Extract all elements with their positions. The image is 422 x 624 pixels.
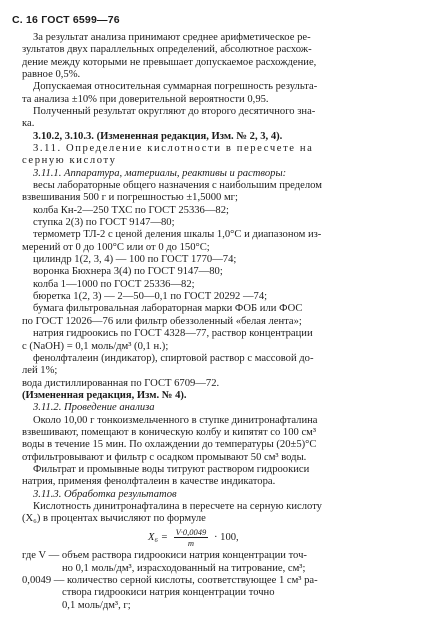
text-line: весы лабораторные общего назначения с наибольшим пределом [33,180,322,192]
text-line: равное 0,5%. [22,69,81,81]
text-line: та анализа ±10% при доверительной вероятности 0,95. [22,93,269,105]
text-line: воды в течение 15 мин. По охлаждении до температуры (20±5)°С [22,439,317,451]
formula-fraction [174,527,209,548]
text-line: натрия гидроокись по ГОСТ 4328—77, раствор концентрации [33,328,313,340]
revision-note: 3.10.2, 3.10.3. (Измененная редакция, Изм. № 2, 3, 4). [33,130,283,142]
text-line: колба 1—1000 по ГОСТ 25336—82; [33,278,195,290]
page-header: С. 16 ГОСТ 6599—76 [12,14,120,26]
text-line: створа гидроокиси натрия концентрации точно [62,587,275,599]
section-heading: 3.11. Определение кислотности в пересчете на [33,143,314,155]
text-line: отфильтровывают и фильтр с осадком промывают 50 см³ воды. [22,451,307,463]
formula-denominator: m [187,537,195,548]
text-line: мерений от 0 до 100°С или от 0 до 150°С; [22,241,210,253]
subsection-heading: 3.11.3. Обработка результатов [33,488,177,500]
text-line: ступка 2(3) по ГОСТ 9147—80; [33,217,175,229]
text-line: Полученный результат округляют до второго десятичного зна- [33,106,316,118]
text-line: где V — объем раствора гидроокиси натрия концентрации точ- [22,550,307,562]
subsection-heading: 3.11.2. Проведение анализа [33,402,155,414]
text-line: Кислотность динитронафталина в пересчете на серную кислоту [33,500,322,512]
text-line: воронка Бюхнера 3(4) по ГОСТ 9147—80; [33,266,223,278]
text-line: За результат анализа принимают среднее арифметическое ре- [33,32,311,43]
text-line: Фильтрат и промывные воды титруют раствором гидроокиси [33,463,310,475]
text-line: по ГОСТ 12026—76 или фильтр обеззоленный «белая лента»; [22,315,302,327]
text-line: лей 1%; [22,365,58,377]
text-line: Допускаемая относительная суммарная погрешность результа- [33,81,318,93]
text-line: взвешивают, помещают в коническую колбу и кипятят со 100 см³ [22,426,317,438]
formula-rhs: · 100, [213,531,239,543]
text-line: Около 10,00 г тонкоизмельченного в ступке динитронафталина [33,414,318,426]
subsection-heading: 3.11.1. Аппаратура, материалы, реактивы и растворы: [33,167,287,179]
text-line: цилиндр 1(2, 3, 4) — 100 по ГОСТ 1770—74; [33,254,237,266]
text-line: но 0,1 моль/дм³, израсходованный на титрование, см³; [62,562,306,574]
text-line: натрия, применяя фенолфталеин в качестве индикатора. [22,476,276,488]
text-line: взвешивания 500 г и погрешностью ±1,5000 мг; [22,192,238,204]
text-line: 0,1 моль/дм³, г; [62,599,131,611]
text-line: бюретка 1(2, 3) — 2—50—0,1 по ГОСТ 20292 —74; [33,291,268,303]
text-line: с (NaOH) = 0,1 моль/дм³ (0,1 н.); [22,340,169,352]
text-line: термометр ТЛ-2 с ценой деления шкалы 1,0°С и диапазоном из- [33,229,322,241]
text-line: 0,0049 — количество серной кислоты, соответствующее 1 см³ ра- [22,574,318,586]
text-line: дение между которыми не превышает допускаемое расхождение, [22,56,317,68]
revision-note: (Измененная редакция, Изм. № 4). [22,389,187,401]
formula-numerator: V·0,0049 [175,526,207,537]
text-line: колба Кн-2—250 ТХС по ГОСТ 25336—82; [33,204,229,216]
text-line: зультатов двух параллельных определений, абсолютное расхож- [22,44,312,56]
text-line: (X₆) в процентах вычисляют по формуле [22,513,206,525]
formula [148,527,239,548]
text-line: бумага фильтровальная лабораторная марки ФОБ или ФОС [33,303,303,315]
section-heading: серную кислоту [22,155,117,167]
formula-lhs: X₆ = [148,531,168,543]
text-line: ка. [22,118,35,130]
text-line: фенолфталеин (индикатор), спиртовой раствор с массовой до- [33,352,314,364]
text-line: вода дистиллированная по ГОСТ 6709—72. [22,377,220,389]
